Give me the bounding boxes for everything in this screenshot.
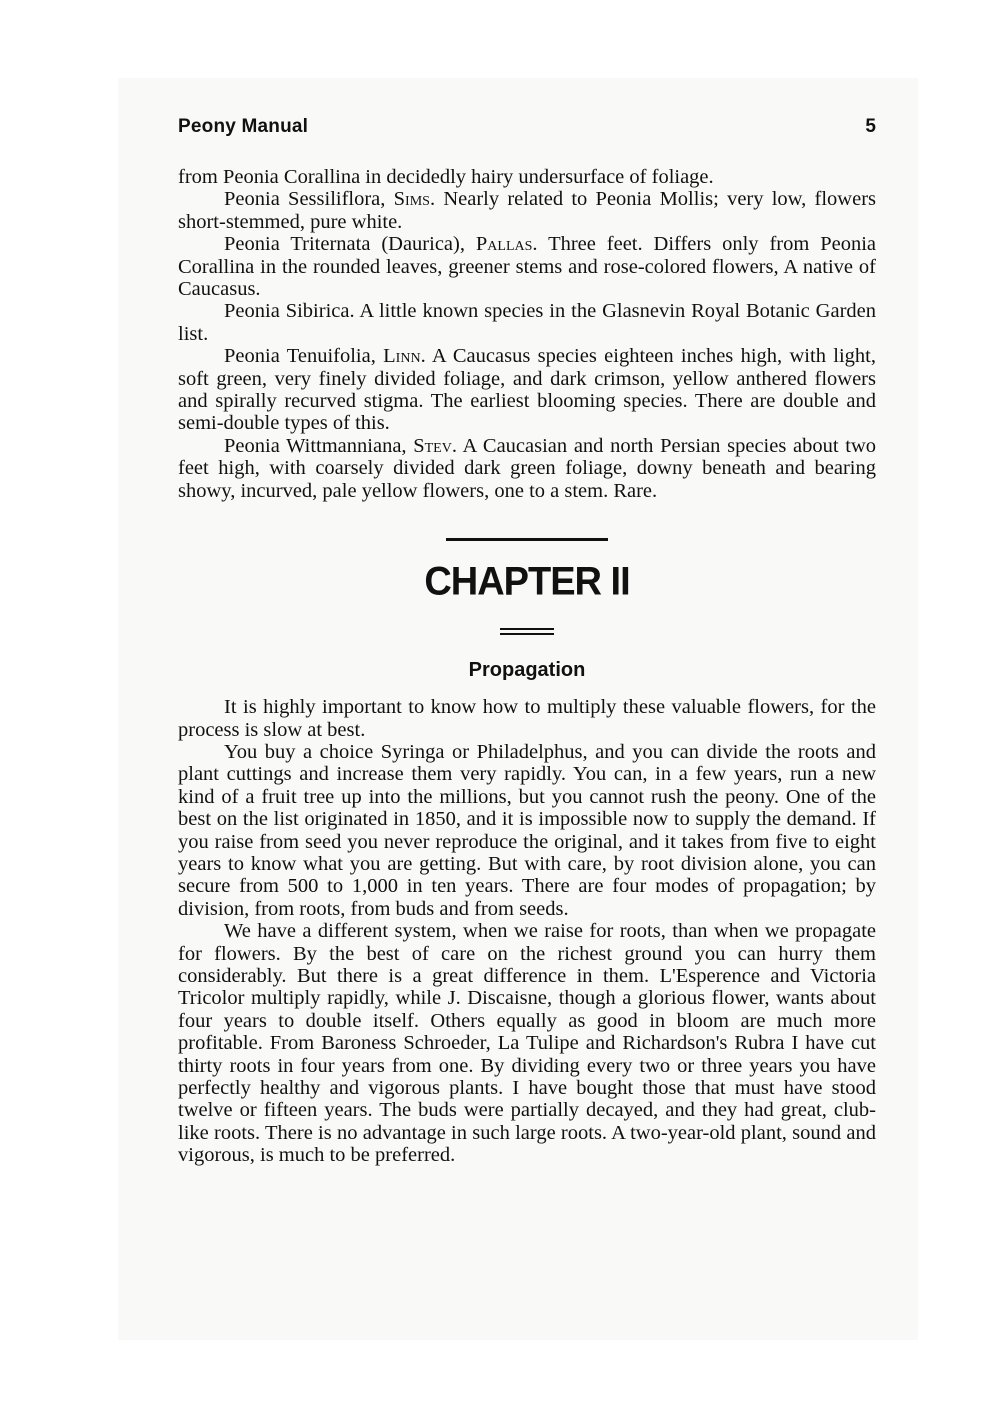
running-head: Peony Manual	[178, 116, 309, 137]
chapter-title: CHAPTER II	[424, 560, 630, 605]
species-entry	[178, 188, 876, 233]
species-name: Peonia Sessiliflora,	[224, 188, 394, 211]
page-content	[178, 116, 876, 1167]
double-rule-divider	[500, 628, 554, 635]
species-description: . A Caucasian and north Persian species about two feet high, with coarsely divided dark green foliage, downy beneath and bearing showy, incurved, pale yellow flowers, one to a stem. Rare.	[178, 434, 876, 502]
species-entry	[178, 345, 876, 435]
section-divider	[446, 538, 608, 541]
species-description: . A Caucasus species eighteen inches high, with light, soft green, very finely divided foliage, and dark crimson, yellow anthered flowers and spirally recurved stigma. The earliest blooming species. There are double and semi-double types of this.	[178, 345, 876, 435]
species-entry	[178, 435, 876, 502]
species-description: . Three feet. Differs only from Peonia Corallina in the rounded leaves, greener stems and rose-colored flowers, A native of Caucasus.	[178, 233, 877, 301]
chapter-body	[178, 696, 876, 1167]
species-name: Peonia Tenuifolia,	[224, 345, 384, 368]
species-author: Stev	[413, 434, 452, 457]
paragraph: It is highly important to know how to multiply these valuable flowers, for the process is slow at best.	[178, 696, 876, 741]
species-author: Pallas	[475, 233, 533, 256]
species-entry: Peonia Sibirica. A little known species in the Glasnevin Royal Botanic Garden list.	[178, 300, 876, 345]
section-title: Propagation	[468, 659, 586, 682]
paragraph: from Peonia Corallina in decidedly hairy undersurface of foliage.	[178, 166, 714, 188]
species-list	[178, 166, 876, 502]
species-author: Linn	[383, 345, 421, 368]
paragraph: We have a different system, when we raise for roots, than when we propagate for flowers. By the best of care on the richest ground you can hurry them considerably. But there is a great difference in them. L'Esperence and Victoria Tricolor multiply rapidly, while J. Discaisne, though a glorious flower, wants about four years to double itself. Others equally as good in bloom are much more profitable. From Baroness Schroeder, La Tulipe and Richardson's Rubra I have cut thirty roots in four years from one. By dividing every two or three years you have perfectly healthy and vigorous plants. I have bought those that must have stood twelve or fifteen years. The buds were partially decayed, and they had great, club-like roots. There is no advantage in such large roots. A two-year-old plant, sound and vigorous, is much to be preferred.	[178, 920, 876, 1167]
species-name: Peonia Wittmanniana,	[224, 434, 414, 457]
paragraph: You buy a choice Syringa or Philadelphus, and you can divide the roots and plant cuttings and increase them very rapidly. You can, in a few years, run a new kind of a fruit tree up into the millions, but you cannot rush the peony. One of the best on the list originated in 1850, and it is impossible now to supply the demand. If you raise from seed you never reproduce the original, and it takes from five to eight years to know what you are getting. But with care, by root division alone, you can secure from 500 to 1,000 in ten years. There are four modes of propagation; by division, from roots, from buds and from seeds.	[178, 740, 876, 920]
species-entry	[178, 233, 876, 300]
species-name: Peonia Triternata (Daurica),	[224, 233, 476, 256]
page-header	[178, 116, 876, 166]
page-number: 5	[865, 116, 876, 137]
species-author: Sims	[393, 188, 430, 211]
species-description: . Nearly related to Peonia Mollis; very low, flowers short-stemmed, pure white.	[178, 188, 876, 233]
